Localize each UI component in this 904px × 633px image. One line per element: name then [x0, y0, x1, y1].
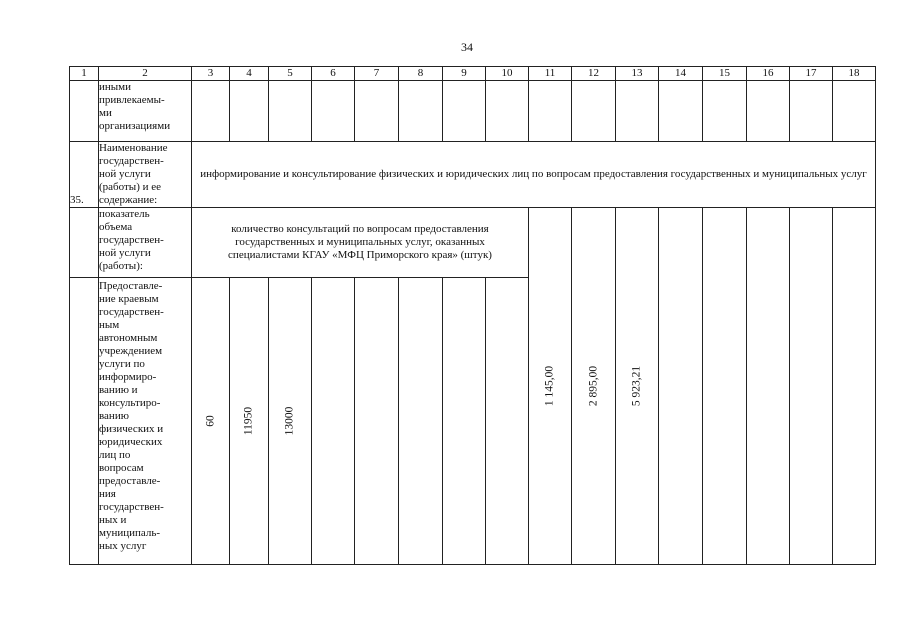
service-name-row: [70, 142, 876, 208]
page-number: 34: [461, 40, 473, 54]
value-col4: 11950: [230, 278, 269, 565]
col-header-7: 7: [355, 67, 399, 81]
value-col12: 2 895,00: [572, 208, 616, 565]
value-col11: 1 145,00: [529, 208, 572, 565]
col-header-6: 6: [312, 67, 355, 81]
col-header-17: 17: [790, 67, 833, 81]
col-header-5: 5: [269, 67, 312, 81]
indicator-row: [70, 208, 876, 278]
value-col5: 13000: [269, 278, 312, 565]
value-col3: 60: [192, 278, 230, 565]
header-row: [70, 67, 876, 81]
col-header-14: 14: [659, 67, 703, 81]
col-header-13: 13: [616, 67, 659, 81]
col-header-18: 18: [833, 67, 876, 81]
value-col13: 5 923,21: [616, 208, 659, 565]
col-header-11: 11: [529, 67, 572, 81]
col-header-2: 2: [99, 67, 192, 81]
col-header-1: 1: [70, 67, 99, 81]
continuation-text: иными привлекаемы- ми организациями: [99, 81, 192, 142]
indicator-label: показатель объема государствен- ной услуги (работы):: [99, 208, 192, 278]
continuation-col1: [70, 81, 99, 142]
col-header-10: 10: [486, 67, 529, 81]
col-header-8: 8: [399, 67, 443, 81]
provision-label: Предоставле- ние краевым государствен- ным автономным учреждением услуги по информиро- ванию и консультиро- ванию физических и юридических лиц по вопросам предоставле- ния государствен- ных и муниципаль- ных услуг: [99, 278, 192, 565]
row-number: 35.: [70, 142, 99, 208]
service-content: информирование и консультирование физических и юридических лиц по вопросам предоставления государственных и муниципальных услуг: [192, 142, 876, 208]
col-header-4: 4: [230, 67, 269, 81]
col-header-9: 9: [443, 67, 486, 81]
continuation-row: [70, 81, 876, 142]
indicator-content: количество консультаций по вопросам предоставления государственных и муниципальных услуг, оказанных специалистами КГАУ «МФЦ Приморского края» (штук): [192, 208, 529, 278]
col-header-16: 16: [747, 67, 790, 81]
service-name-label: Наименование государствен- ной услуги (работы) и ее содержание:: [99, 142, 192, 208]
col-header-15: 15: [703, 67, 747, 81]
budget-table: [69, 66, 876, 565]
col-header-12: 12: [572, 67, 616, 81]
col-header-3: 3: [192, 67, 230, 81]
